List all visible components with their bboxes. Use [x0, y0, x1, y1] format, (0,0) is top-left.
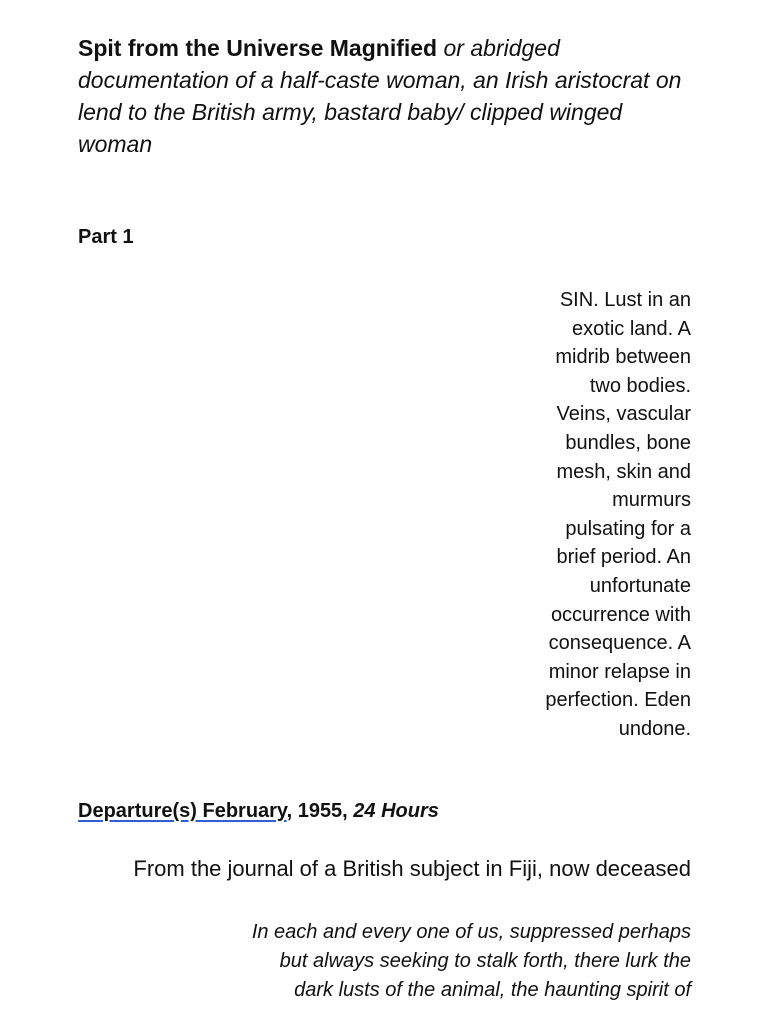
title-subtitle: or abridged documentation of a half-caste woman, an Irish aristocrat on lend to the British army, bastard baby/ clipped winged woman	[78, 35, 682, 157]
departure-date-text: , 1955,	[286, 800, 354, 822]
part-heading: Part 1	[78, 226, 134, 248]
quote-line: In each and every one of us, suppressed perhaps	[251, 921, 691, 943]
title-main: Spit from the Universe Magnified	[78, 35, 438, 61]
journal-attribution: From the journal of a British subject in Fiji, now deceased	[133, 856, 691, 881]
departure-underlined-text: Departure(s) February	[78, 800, 287, 822]
quote-block	[211, 918, 691, 1005]
document-title	[78, 32, 698, 160]
quote-line: but always seeking to stalk forth, there lurk the	[279, 950, 691, 972]
quote-line: dark lusts of the animal, the haunting spirit of	[294, 979, 691, 1001]
departure-duration-text: 24 Hours	[353, 800, 439, 822]
departure-heading	[78, 800, 439, 823]
epigraph-paragraph: SIN. Lust in an exotic land. A midrib between two bodies. Veins, vascular bundles, bone mesh, skin and murmurs pulsating for a brief period. An unfortunate occurrence with consequence. A minor relapse in perfection. Eden undone.	[545, 289, 691, 740]
